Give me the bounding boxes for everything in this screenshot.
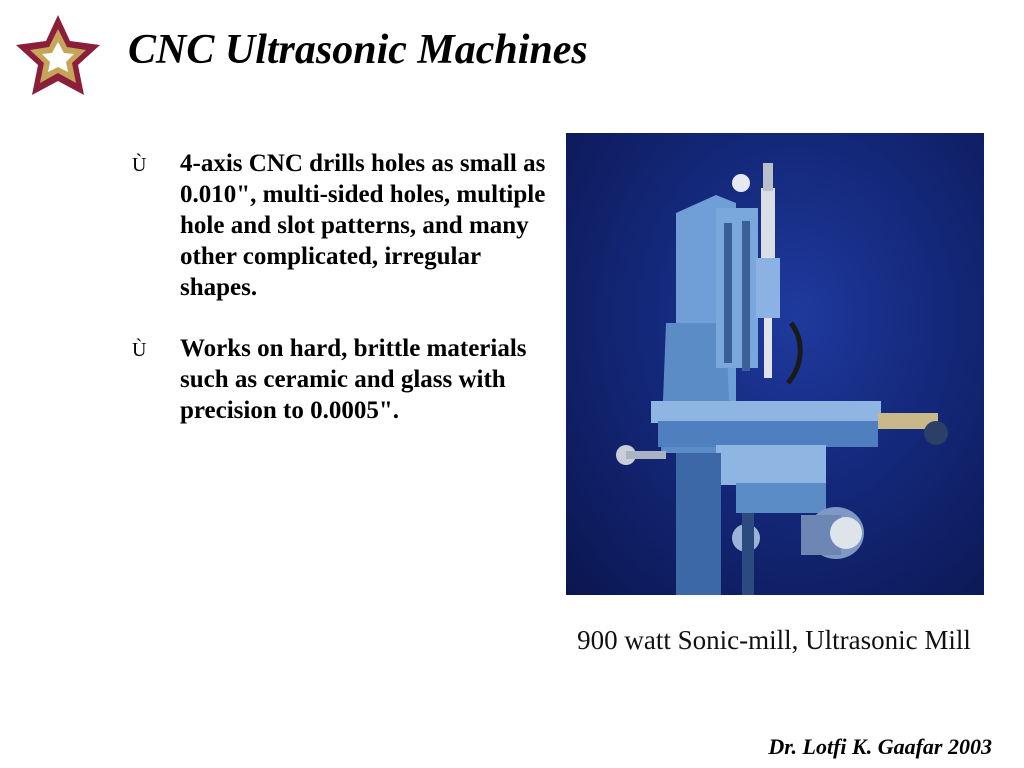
bullet-list (132, 148, 552, 456)
bullet-item (132, 333, 552, 426)
machine-photo (566, 133, 984, 595)
caret-bullet-icon: Ù (132, 339, 147, 361)
caret-bullet-icon: Ù (132, 154, 147, 176)
bullet-text: 4-axis CNC drills holes as small as 0.010", multi-sided holes, multiple hole and slot patterns, and many other complicated, irregular shapes. (180, 150, 546, 301)
logo-icon (10, 12, 106, 104)
photo-caption: 900 watt Sonic-mill, Ultrasonic Mill (577, 625, 971, 655)
footer-credit: Dr. Lotfi K. Gaafar 2003 (768, 734, 992, 759)
sonic-mill-illustration (566, 133, 984, 595)
bullet-item (132, 148, 552, 303)
slide-title: CNC Ultrasonic Machines (128, 27, 588, 73)
bullet-text: Works on hard, brittle materials such as ceramic and glass with precision to 0.0005". (180, 335, 527, 424)
